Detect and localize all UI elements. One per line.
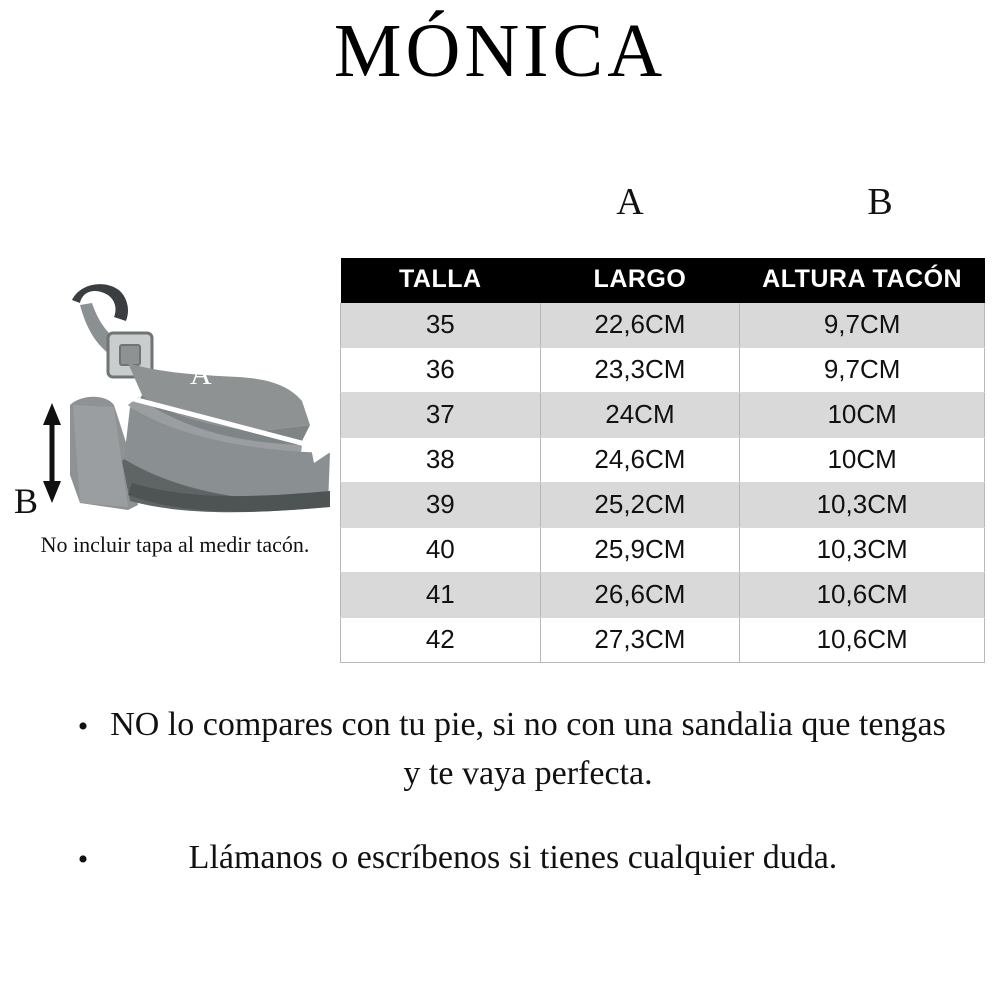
bullet-icon: • bbox=[77, 710, 89, 743]
cell-largo: 25,9CM bbox=[540, 528, 740, 573]
list-item bbox=[60, 700, 950, 799]
cell-altura: 10,6CM bbox=[740, 573, 985, 618]
note-text: Llámanos o escríbenos si tienes cualquier duda. bbox=[188, 838, 838, 876]
table-row bbox=[341, 438, 985, 483]
column-header-largo: LARGO bbox=[540, 258, 740, 303]
cell-talla: 41 bbox=[341, 573, 541, 618]
note-text: NO lo compares con tu pie, si no con una sandalia que tengas y te vaya perfecta. bbox=[110, 706, 946, 793]
table-row bbox=[341, 393, 985, 438]
cell-largo: 24,6CM bbox=[540, 438, 740, 483]
cell-altura: 10CM bbox=[740, 438, 985, 483]
cell-talla: 35 bbox=[341, 303, 541, 348]
table-row bbox=[341, 303, 985, 348]
figure-label-a: A bbox=[190, 358, 212, 391]
table-header-row bbox=[341, 258, 985, 303]
page-title: MÓNICA bbox=[333, 9, 667, 93]
cell-talla: 39 bbox=[341, 483, 541, 528]
figure-caption: No incluir tapa al medir tacón. bbox=[40, 532, 310, 557]
list-item bbox=[60, 833, 950, 882]
cell-talla: 37 bbox=[341, 393, 541, 438]
table-row bbox=[341, 348, 985, 393]
cell-largo: 26,6CM bbox=[540, 573, 740, 618]
column-header-talla: TALLA bbox=[341, 258, 541, 303]
cell-largo: 22,6CM bbox=[540, 303, 740, 348]
cell-altura: 10,3CM bbox=[740, 528, 985, 573]
size-chart-table bbox=[340, 258, 985, 663]
table-row bbox=[341, 573, 985, 618]
cell-largo: 25,2CM bbox=[540, 483, 740, 528]
figure-label-b: B bbox=[14, 481, 39, 521]
cell-largo: 27,3CM bbox=[540, 618, 740, 663]
cell-altura: 10CM bbox=[740, 393, 985, 438]
column-marker-b: B bbox=[867, 181, 893, 223]
cell-altura: 10,6CM bbox=[740, 618, 985, 663]
cell-altura: 9,7CM bbox=[740, 303, 985, 348]
table-row bbox=[341, 528, 985, 573]
column-marker-a: A bbox=[616, 181, 644, 223]
cell-altura: 10,3CM bbox=[740, 483, 985, 528]
table-row bbox=[341, 483, 985, 528]
bullet-icon: • bbox=[77, 842, 89, 876]
table-row bbox=[341, 618, 985, 663]
cell-largo: 24CM bbox=[540, 393, 740, 438]
cell-talla: 42 bbox=[341, 618, 541, 663]
cell-altura: 9,7CM bbox=[740, 348, 985, 393]
cell-talla: 36 bbox=[341, 348, 541, 393]
cell-largo: 23,3CM bbox=[540, 348, 740, 393]
cell-talla: 38 bbox=[341, 438, 541, 483]
column-header-altura-tacon: ALTURA TACÓN bbox=[740, 258, 985, 303]
notes-list bbox=[60, 700, 950, 916]
cell-talla: 40 bbox=[341, 528, 541, 573]
